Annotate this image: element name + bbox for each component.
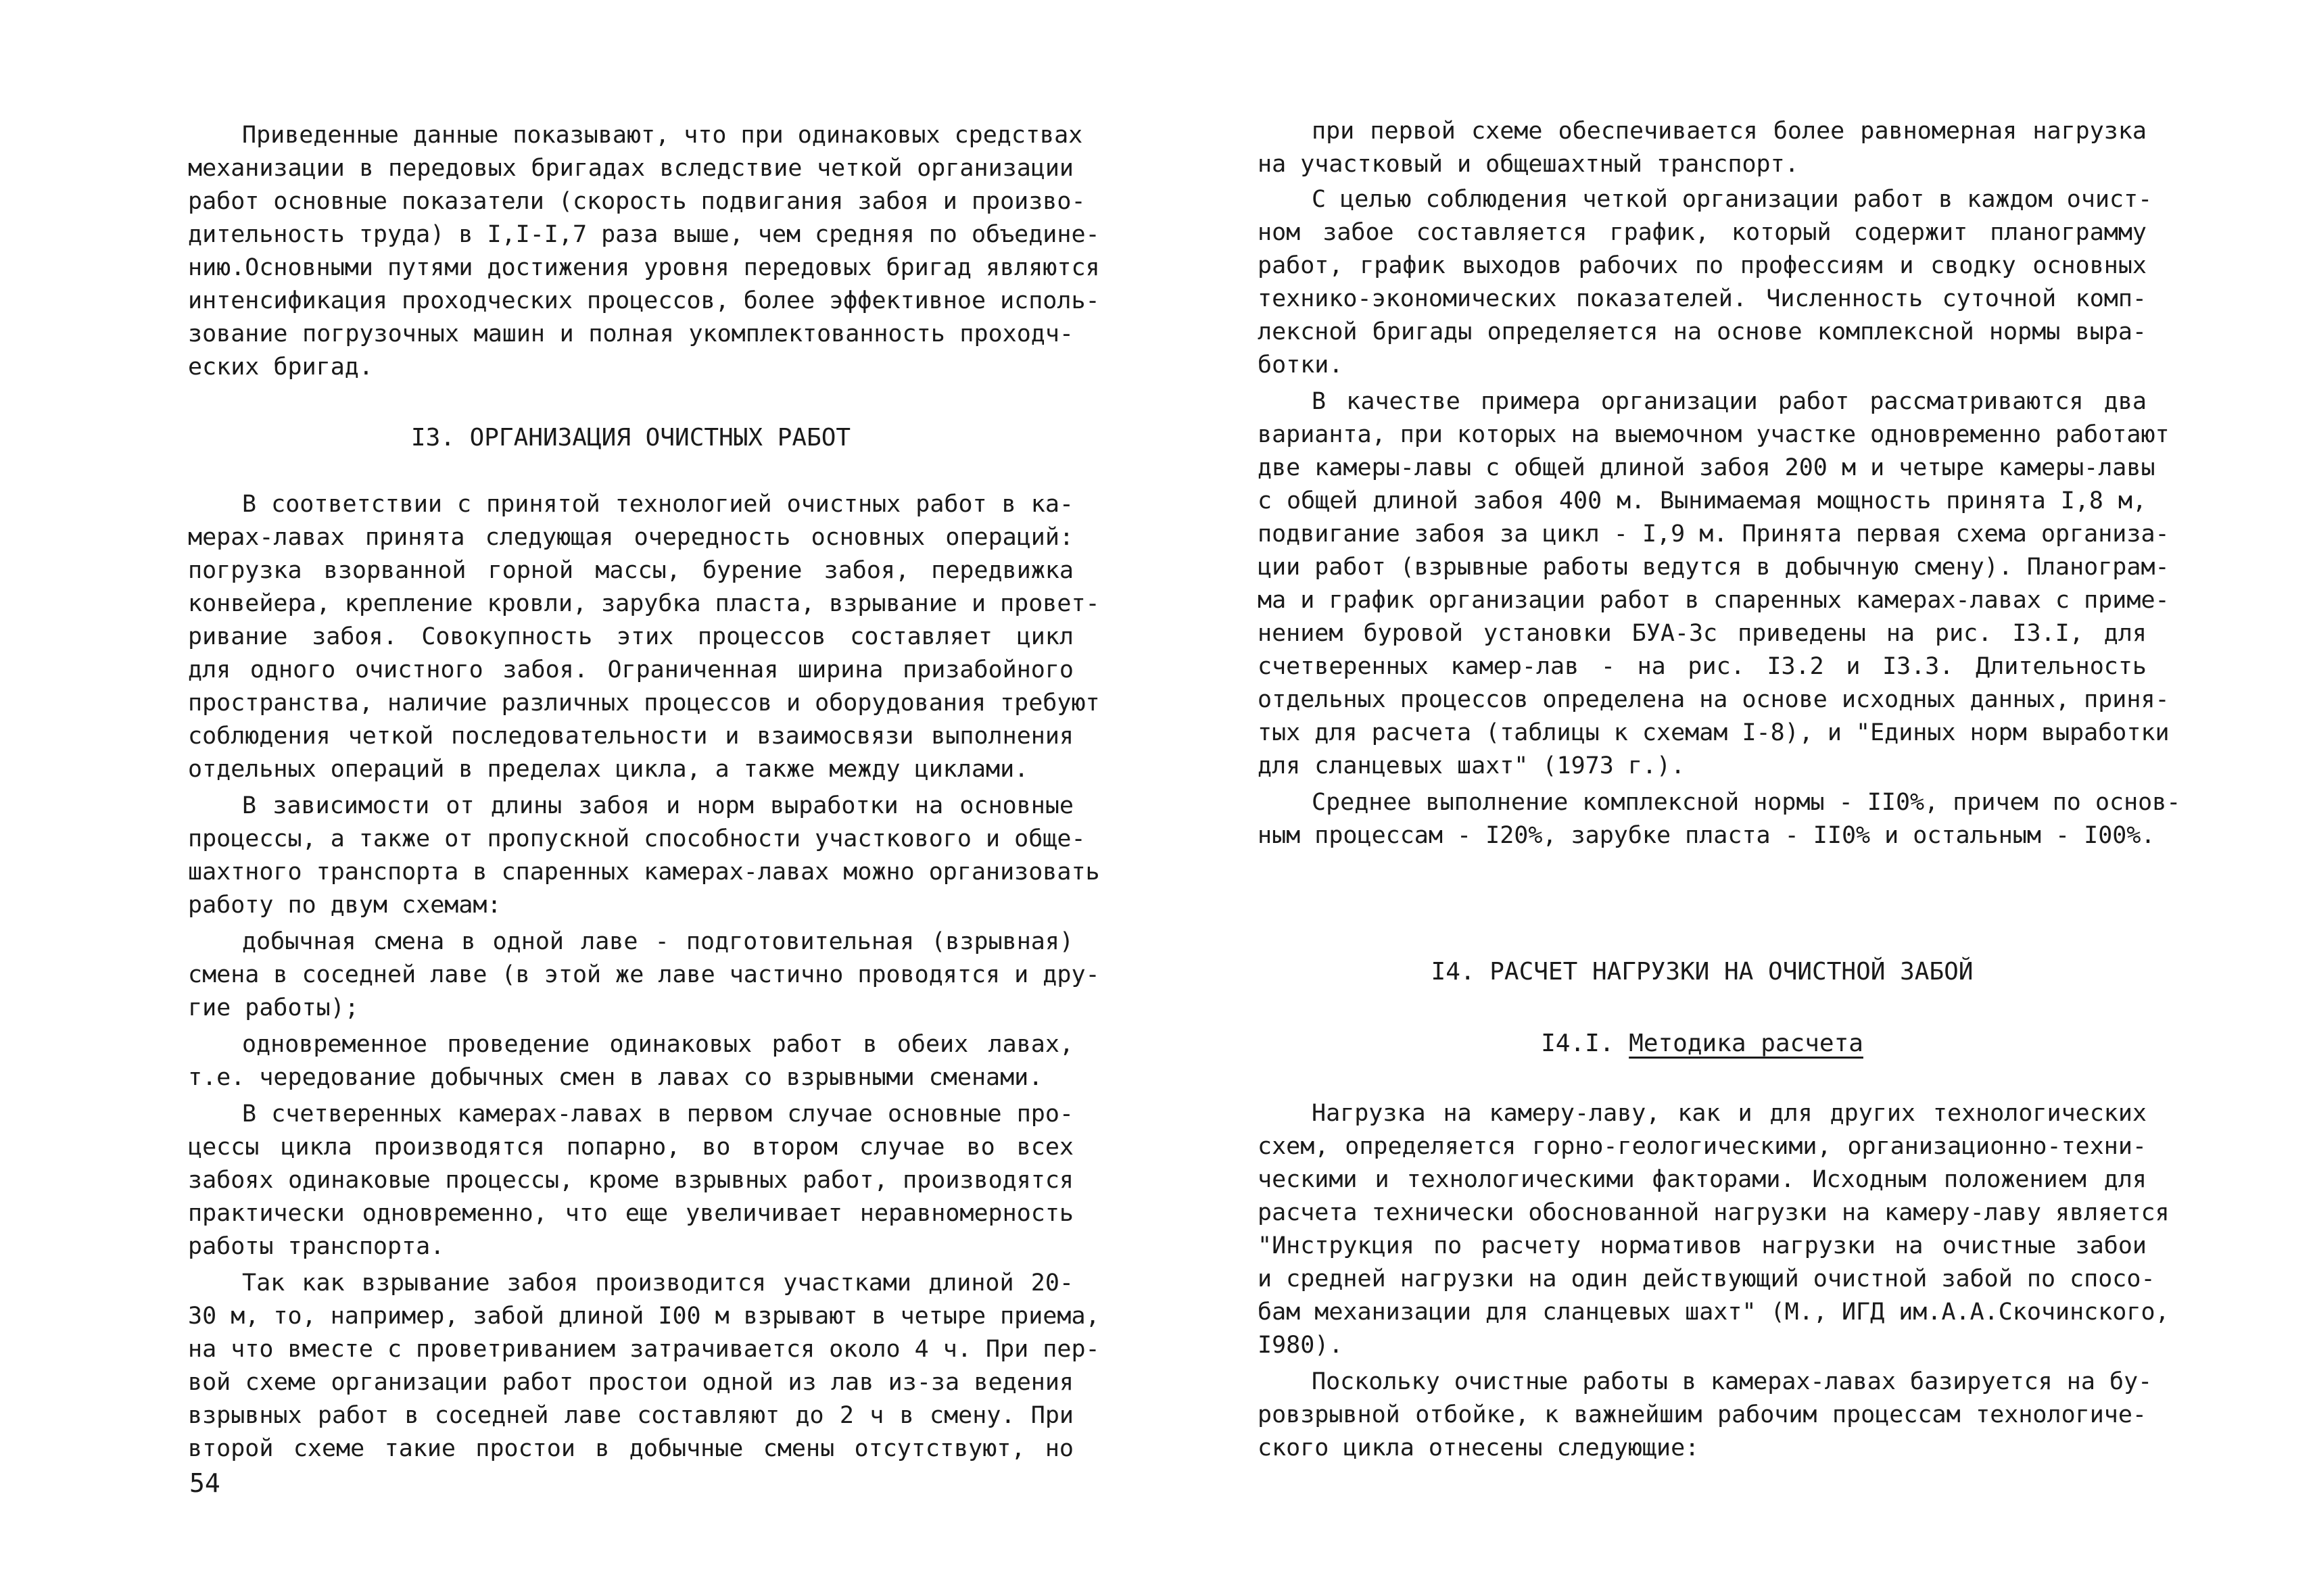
text-line: ботки. (1258, 352, 1343, 379)
text-line: ма и график организации работ в спаренных камерах-лавах с приме- (1258, 587, 2170, 614)
text-line: Так как взрывание забоя производится участками длиной 20- (242, 1269, 1074, 1297)
text-line: интенсификация проходческих процессов, более эффективное исполь- (188, 287, 1100, 314)
text-line: ции работ (взрывные работы ведутся в добычную смену). Планограм- (1258, 554, 2170, 581)
text-line: I980). (1258, 1332, 1343, 1359)
text-line: технико-экономических показателей. Численность суточной комп- (1258, 285, 2147, 312)
text-line: цессы цикла производятся попарно, во втором случае во всех (188, 1134, 1074, 1161)
text-line: процессы, а также от пропускной способности участкового и обще- (188, 825, 1086, 852)
text-line: на участковый и общешахтный транспорт. (1258, 151, 1799, 178)
page-number: 54 (189, 1468, 220, 1498)
text-line: подвигание забоя за цикл - I,9 м. Принята первая схема организа- (1258, 521, 2170, 548)
text-line: механизации в передовых бригадах вследствие четкой организации (188, 155, 1074, 182)
text-line: практически одновременно, что еще увеличивает неравномерность (188, 1200, 1074, 1227)
section-heading: I3. ОРГАНИЗАЦИЯ ОЧИСТНЫХ РАБОТ (410, 424, 851, 452)
right-page (1158, 0, 2315, 1596)
text-line: гие работы); (188, 994, 359, 1021)
text-line: смена в соседней лаве (в этой же лаве частично проводятся и дру- (188, 961, 1100, 988)
text-line: ческими и технологическими факторами. Исходным положением для (1258, 1166, 2147, 1193)
text-line: второй схеме такие простои в добычные смены отсутствуют, но (188, 1435, 1074, 1462)
text-line: для одного очистного забоя. Ограниченная ширина призабойного (188, 656, 1074, 683)
text-line: нением буровой установки БУА-3с приведены на рис. I3.I, для (1258, 620, 2147, 647)
text-line: расчета технически обоснованной нагрузки на камеру-лаву является (1258, 1199, 2170, 1226)
text-line: отдельных операций в пределах цикла, а также между циклами. (188, 756, 1029, 783)
subsection-heading (1258, 1026, 2147, 1061)
text-line: ровзрывной отбойке, к важнейшим рабочим процессам технологиче- (1258, 1401, 2147, 1428)
text-line: счетверенных камер-лав - на рис. I3.2 и I3.3. Длительность (1258, 653, 2147, 680)
text-line: В качестве примера организации работ рассматриваются два (1312, 388, 2147, 415)
text-line: и средней нагрузки на один действующий очистной забой по спосо- (1258, 1265, 2155, 1292)
text-line: с общей длиной забоя 400 м. Вынимаемая мощность принята I,8 м, (1258, 487, 2147, 514)
text-line: т.е. чередование добычных смен в лавах со взрывными сменами. (188, 1064, 1043, 1091)
subsection-number: I4.I. (1541, 1030, 1615, 1057)
text-line: "Инструкция по расчету нормативов нагрузки на очистные забои (1258, 1232, 2147, 1259)
text-line: нию.Основными путями достижения уровня передовых бригад являются (188, 254, 1100, 281)
text-line: В счетверенных камерах-лавах в первом случае основные про- (242, 1101, 1074, 1128)
text-line: соблюдения четкой последовательности и взаимосвязи выполнения (188, 723, 1074, 750)
text-line: тых для расчета (таблицы к схемам I-8), и "Единых норм выработки (1258, 719, 2170, 746)
text-line: схем, определяется горно-геологическими, организационно-техни- (1258, 1133, 2147, 1160)
text-line: еских бригад. (188, 354, 373, 381)
text-line: Приведенные данные показывают, что при одинаковых средствах (242, 122, 1083, 149)
text-line: вой схеме организации работ простои одной из лав из-за ведения (188, 1369, 1074, 1396)
text-line: Нагрузка на камеру-лаву, как и для других технологических (1312, 1100, 2147, 1127)
text-line: 30 м, то, например, забой длиной I00 м взрывают в четыре приема, (188, 1303, 1100, 1330)
text-line: работ, график выходов рабочих по профессиям и сводку основных (1258, 252, 2147, 279)
text-line: бам механизации для сланцевых шахт" (М., ИГД им.А.А.Скочинского, (1258, 1299, 2170, 1326)
text-line: пространства, наличие различных процессов и оборудования требуют (188, 690, 1100, 717)
text-line: забоях одинаковые процессы, кроме взрывных работ, производятся (188, 1167, 1074, 1194)
text-line: на что вместе с проветриванием затрачивается около 4 ч. При пер- (188, 1336, 1100, 1363)
text-line: работ основные показатели (скорость подвигания забоя и произво- (188, 188, 1086, 215)
text-line: ривание забоя. Совокупность этих процессов составляет цикл (188, 623, 1074, 650)
text-line: отдельных процессов определена на основе исходных данных, приня- (1258, 686, 2170, 713)
text-line: ным процессам - I20%, зарубке пласта - II0% и остальным - I00%. (1258, 822, 2155, 849)
text-line: С целью соблюдения четкой организации работ в каждом очист- (1312, 186, 2153, 213)
section-heading: I4. РАСЧЕТ НАГРУЗКИ НА ОЧИСТНОЙ ЗАБОЙ (1431, 958, 1974, 986)
text-line: погрузка взорванной горной массы, бурение забоя, передвижка (188, 557, 1074, 584)
text-line: зование погрузочных машин и полная укомплектованность проходч- (188, 320, 1074, 347)
text-line: взрывных работ в соседней лаве составляют до 2 ч в смену. При (188, 1402, 1074, 1429)
text-line: для сланцевых шахт" (1973 г.). (1258, 752, 1686, 779)
text-line: варианта, при которых на выемочном участке одновременно работают (1258, 421, 2170, 448)
text-line: шахтного транспорта в спаренных камерах-лавах можно организовать (188, 859, 1100, 886)
text-line: ном забое составляется график, который содержит планограмму (1258, 219, 2147, 246)
text-line: В зависимости от длины забоя и норм выработки на основные (242, 792, 1074, 819)
text-line: ского цикла отнесены следующие: (1258, 1434, 1700, 1461)
text-line: мерах-лавах принята следующая очередность основных операций: (188, 524, 1074, 551)
text-line: дительность труда) в I,I-I,7 раза выше, чем средняя по объедине- (188, 221, 1100, 248)
subsection-title: Методика расчета (1629, 1030, 1863, 1057)
text-line: работу по двум схемам: (188, 892, 502, 919)
text-line: при первой схеме обеспечивается более равномерная нагрузка (1312, 118, 2147, 145)
text-line: одновременное проведение одинаковых работ в обеих лавах, (242, 1031, 1074, 1058)
text-line: В соответствии с принятой технологией очистных работ в ка- (242, 491, 1074, 518)
text-line: добычная смена в одной лаве - подготовительная (взрывная) (242, 928, 1074, 955)
text-line: работы транспорта. (188, 1233, 445, 1260)
text-line: Среднее выполнение комплексной нормы - II0%, причем по основ- (1312, 789, 2181, 816)
text-line: конвейера, крепление кровли, зарубка пласта, взрывание и провет- (188, 590, 1100, 617)
text-line: две камеры-лавы с общей длиной забоя 200 м и четыре камеры-лавы (1258, 454, 2155, 481)
text-line: Поскольку очистные работы в камерах-лавах базируется на бу- (1312, 1368, 2153, 1395)
text-line: лексной бригады определяется на основе комплексной нормы выра- (1258, 318, 2147, 345)
